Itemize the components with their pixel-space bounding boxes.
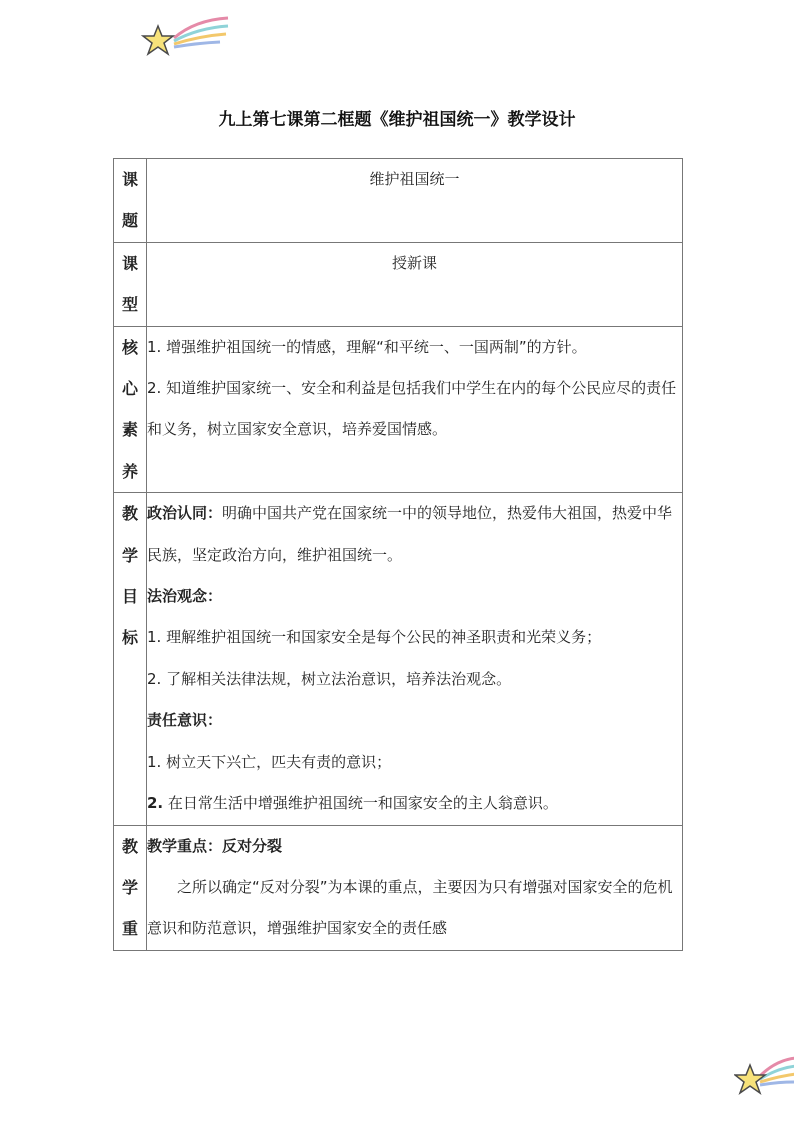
page-title: 九上第七课第二框题《维护祖国统一》教学设计 [218, 110, 576, 130]
section-label: 责任意识： [147, 711, 223, 730]
header-char: 心 [121, 379, 138, 399]
header-char: 学 [121, 545, 138, 565]
core-literacy-cell [147, 326, 683, 493]
section-label: 政治认同： [147, 504, 223, 523]
table-row [114, 493, 683, 825]
row-header [114, 493, 147, 825]
paragraph: 2. 知道维护国家统一、安全和利益是包括我们中学生在内的每个公民应尽的责任和义务，树立国家安全意识，培养爱国情感。 [147, 379, 677, 439]
topic-cell: 维护祖国统一 [147, 159, 683, 243]
paragraph-text: 明确中国共产党在国家统一中的领导地位，热爱伟大祖国，热爱中华民族，坚定政治方向，维护祖国统一。 [147, 504, 673, 564]
teaching-objectives-cell [147, 493, 683, 825]
header-char: 核 [121, 337, 138, 357]
paragraph: 2. 了解相关法律法规，树立法治意识，培养法治观念。 [147, 669, 512, 688]
row-header [114, 159, 147, 243]
table-row [114, 159, 683, 243]
list-number: 2. [147, 794, 164, 813]
row-header [114, 242, 147, 326]
paragraph [147, 493, 682, 576]
shooting-star-icon [734, 1052, 794, 1098]
key-points-cell [147, 825, 683, 950]
paragraph: 1. 理解维护祖国统一和国家安全是每个公民的神圣职责和光荣义务； [147, 628, 602, 647]
table-row [114, 242, 683, 326]
lesson-plan-table [113, 158, 683, 951]
header-char: 型 [121, 295, 138, 315]
header-char: 题 [121, 211, 138, 231]
header-char: 课 [121, 170, 138, 189]
header-char: 重 [121, 919, 138, 939]
header-char: 教 [121, 504, 138, 524]
paragraph [147, 783, 682, 824]
paragraph-text: 在日常生活中增强维护祖国统一和国家安全的主人翁意识。 [163, 794, 558, 813]
header-char: 素 [121, 420, 138, 440]
row-header [114, 326, 147, 493]
type-cell: 授新课 [147, 242, 683, 326]
header-char: 教 [121, 836, 138, 856]
section-label: 法治观念： [147, 587, 223, 606]
table-row [114, 326, 683, 493]
header-char: 养 [121, 461, 138, 481]
paragraph: 之所以确定“反对分裂”为本课的重点，主要因为只有增强对国家安全的危机意识和防范意识，增强维护国家安全的责任感 [147, 877, 673, 938]
section-label: 教学重点：反对分裂 [147, 836, 283, 855]
paragraph: 1. 树立天下兴亡，匹夫有责的意识； [147, 752, 392, 771]
paragraph: 1. 增强维护祖国统一的情感，理解“和平统一、一国两制”的方针。 [147, 337, 587, 356]
header-char: 标 [121, 628, 138, 648]
shooting-star-icon [140, 14, 230, 62]
row-header [114, 825, 147, 950]
header-char: 学 [121, 877, 138, 897]
table-row [114, 825, 683, 950]
header-char: 目 [121, 587, 138, 607]
header-char: 课 [121, 253, 138, 273]
